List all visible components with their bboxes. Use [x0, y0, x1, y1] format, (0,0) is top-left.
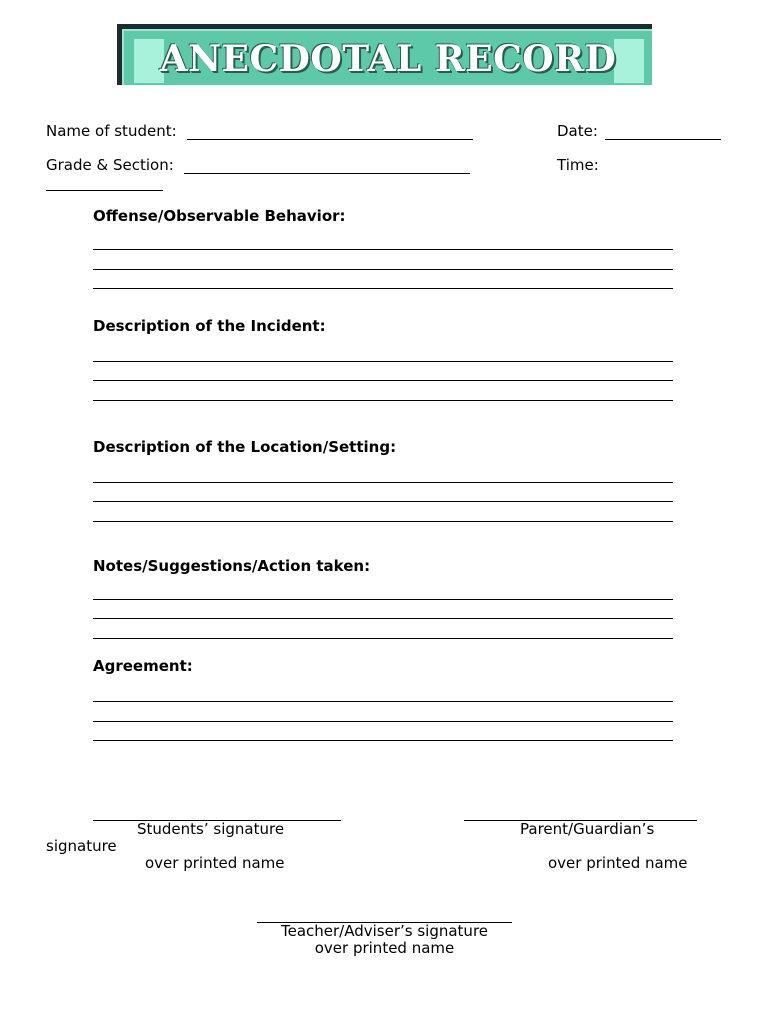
grade-section-label: Grade & Section:: [46, 156, 174, 174]
parent-printed-name-label: over printed name: [548, 854, 688, 872]
section-heading-location: Description of the Location/Setting:: [93, 438, 397, 456]
time-label: Time:: [557, 156, 599, 174]
teacher-signature-label: Teacher/Adviser’s signature: [280, 922, 489, 940]
agreement-answer-line[interactable]: [93, 740, 673, 741]
title-banner: [117, 24, 652, 85]
section-heading-notes: Notes/Suggestions/Action taken:: [93, 557, 371, 575]
location-answer-line[interactable]: [93, 501, 673, 502]
name-of-student-field[interactable]: [187, 139, 473, 140]
notes-answer-line[interactable]: [93, 638, 673, 639]
offense-answer-line[interactable]: [93, 249, 673, 250]
notes-answer-line[interactable]: [93, 618, 673, 619]
offense-answer-line[interactable]: [93, 288, 673, 289]
incident-answer-line[interactable]: [93, 400, 673, 401]
section-heading-agreement: Agreement:: [93, 657, 193, 675]
page-title: ANECDOTAL RECORD: [159, 38, 617, 80]
time-field[interactable]: [46, 190, 163, 191]
date-label: Date:: [557, 122, 598, 140]
student-printed-name-label: over printed name: [145, 854, 285, 872]
location-answer-line[interactable]: [93, 482, 673, 483]
date-field[interactable]: [605, 139, 721, 140]
incident-answer-line[interactable]: [93, 380, 673, 381]
grade-section-field[interactable]: [184, 173, 470, 174]
name-of-student-label: Name of student:: [46, 122, 177, 140]
parent-signature-label-wrap: signature: [46, 837, 117, 855]
title-banner-panel: [122, 29, 652, 85]
parent-signature-label: Parent/Guardian’s: [520, 820, 655, 838]
section-heading-offense: Offense/Observable Behavior:: [93, 207, 346, 225]
notes-answer-line[interactable]: [93, 599, 673, 600]
agreement-answer-line[interactable]: [93, 701, 673, 702]
section-heading-incident: Description of the Incident:: [93, 317, 326, 335]
agreement-answer-line[interactable]: [93, 721, 673, 722]
incident-answer-line[interactable]: [93, 361, 673, 362]
location-answer-line[interactable]: [93, 521, 673, 522]
offense-answer-line[interactable]: [93, 269, 673, 270]
teacher-printed-name-label: over printed name: [314, 939, 455, 957]
student-signature-label: Students’ signature: [137, 820, 285, 838]
